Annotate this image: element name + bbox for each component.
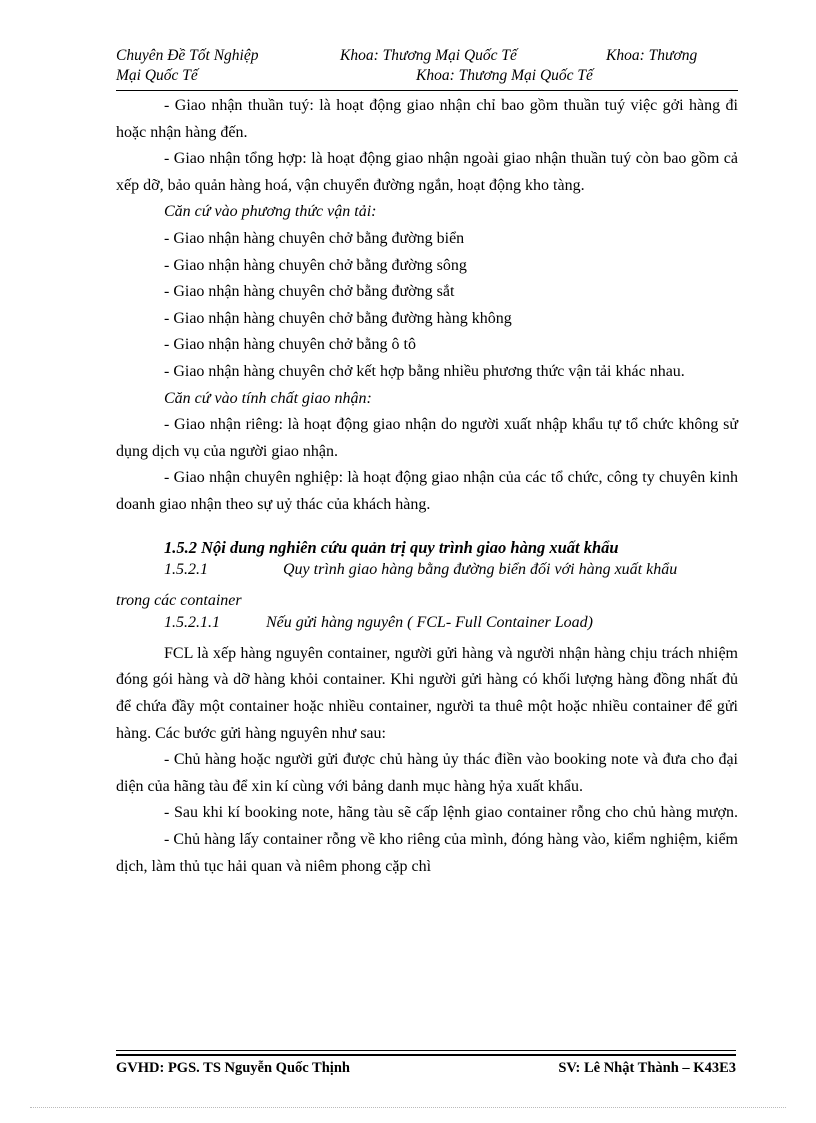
paragraph-step-1: - Chủ hàng hoặc người gửi được chủ hàng ủy thác điền vào booking note và đưa cho đại diện của hãng tàu để xin kí cùng với bảng danh mục hàng hỷa xuất khẩu. bbox=[116, 751, 738, 795]
subsection-title-cont: trong các container bbox=[116, 591, 242, 609]
document-body bbox=[116, 93, 738, 880]
header-line-2 bbox=[116, 66, 746, 86]
paragraph-step-2: - Sau khi kí booking note, hãng tàu sẽ cấp lệnh giao container rỗng cho chủ hàng mượn. bbox=[164, 804, 738, 822]
page-header bbox=[116, 46, 746, 86]
paragraph-combined-forwarding: - Giao nhận tổng hợp: là hoạt động giao nhận ngoài giao nhận thuần tuý còn bao gồm cả xếp dỡ, bảo quản hàng hoá, vận chuyển đường ngắn, hoạt động kho tàng. bbox=[116, 150, 738, 194]
list-item: - Giao nhận hàng chuyên chở bằng đường biển bbox=[164, 229, 465, 247]
footer-divider-thick bbox=[116, 1054, 736, 1056]
subsection-title: Nếu gửi hàng nguyên ( FCL- Full Container Load) bbox=[266, 614, 593, 632]
header-faculty-repeat: Khoa: Thương bbox=[606, 47, 698, 64]
paragraph-step-3: - Chủ hàng lấy container rỗng về kho riêng của mình, đóng hàng vào, kiểm nghiệm, kiểm dịch, làm thủ tục hải quan và niêm phong cặp chì bbox=[116, 831, 738, 875]
footer-student: SV: Lê Nhật Thành – K43E3 bbox=[558, 1060, 736, 1076]
header-faculty-2: Khoa: Thương Mại Quốc Tế bbox=[416, 67, 593, 84]
list-item: - Giao nhận hàng chuyên chở bằng ô tô bbox=[164, 336, 416, 354]
header-line-1 bbox=[116, 46, 746, 66]
subsection-title: Quy trình giao hàng bằng đường biển đối với hàng xuất khẩu bbox=[283, 561, 678, 579]
paragraph-private-forwarding: - Giao nhận riêng: là hoạt động giao nhận do người xuất nhập khẩu tự tổ chức không sử dụng dịch vụ của người giao nhận. bbox=[116, 416, 738, 460]
list-item: - Giao nhận hàng chuyên chở bằng đường sông bbox=[164, 256, 467, 274]
header-topic: Chuyên Đề Tốt Nghiệp bbox=[116, 47, 259, 64]
paragraph-pure-forwarding: - Giao nhận thuần tuý: là hoạt động giao nhận chỉ bao gồm thuần tuý việc gởi hàng đi hoặc nhận hàng đến. bbox=[116, 97, 738, 141]
transport-mode-heading: Căn cứ vào phương thức vận tải: bbox=[164, 203, 377, 221]
nature-heading: Căn cứ vào tính chất giao nhận: bbox=[164, 389, 372, 407]
list-item: - Giao nhận hàng chuyên chở bằng đường sắt bbox=[164, 283, 455, 301]
subsection-number: 1.5.2.1.1 bbox=[164, 614, 220, 632]
list-item: - Giao nhận hàng chuyên chở bằng đường hàng không bbox=[164, 309, 512, 327]
subsection-1521 bbox=[116, 561, 738, 588]
header-faculty: Khoa: Thương Mại Quốc Tế bbox=[340, 47, 517, 64]
list-item: - Giao nhận hàng chuyên chở kết hợp bằng nhiều phương thức vận tải khác nhau. bbox=[164, 362, 685, 380]
subsection-15211 bbox=[116, 614, 738, 641]
page-bottom-dotted-line bbox=[30, 1107, 786, 1108]
paragraph-professional-forwarding: - Giao nhận chuyên nghiệp: là hoạt động giao nhận của các tổ chức, công ty chuyên kinh doanh giao nhận theo sự uỷ thác của khách hàng. bbox=[116, 469, 738, 513]
section-heading-152: 1.5.2 Nội dung nghiên cứu quản trị quy trình giao hàng xuất khẩu bbox=[164, 537, 619, 557]
footer-divider-thin bbox=[116, 1050, 736, 1051]
header-faculty-cont: Mại Quốc Tế bbox=[116, 67, 198, 84]
footer-advisor: GVHD: PGS. TS Nguyễn Quốc Thịnh bbox=[116, 1060, 350, 1076]
paragraph-fcl: FCL là xếp hàng nguyên container, người gửi hàng và người nhận hàng chịu trách nhiệm đóng gói hàng và dỡ hàng khỏi container. Khi người gửi hàng có khối lượng hàng đồng nhất đủ để chứa đầy một container hoặc nhiều container, người ta thuê một hoặc nhiều container để gửi hàng. Các bước gửi hàng nguyên như sau: bbox=[116, 644, 738, 742]
subsection-number: 1.5.2.1 bbox=[164, 561, 208, 579]
header-divider bbox=[116, 90, 738, 91]
